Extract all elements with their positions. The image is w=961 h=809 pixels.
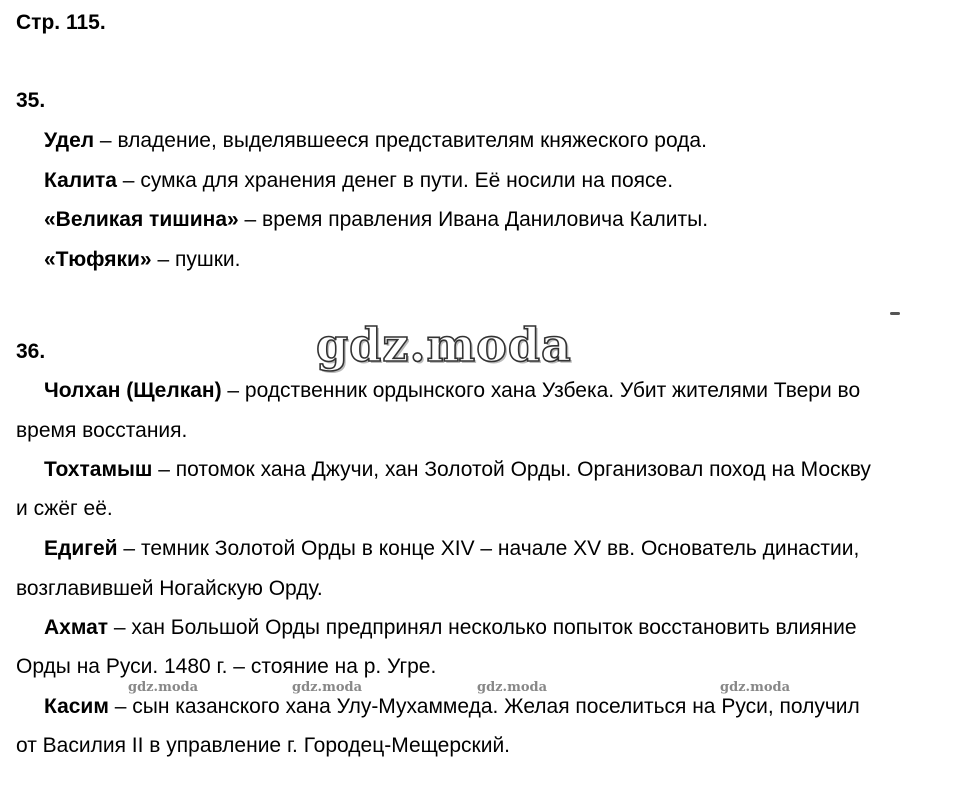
term: Тохтамыш — [44, 458, 153, 481]
definition-edigei-cont: возглавившей Ногайскую Орду. — [16, 577, 323, 600]
definition-text: – родственник ордынского хана Узбека. Убит жителями Твери во — [221, 379, 861, 402]
definition-velikaya-tishina — [44, 207, 708, 233]
page-label: Стр. 115. — [16, 11, 106, 34]
section-number-36: 36. — [16, 340, 46, 363]
definition-akhmat-cont: Орды на Руси. 1480 г. – стояние на р. Угре. — [16, 655, 437, 678]
definition-tyufyaki — [44, 247, 240, 273]
watermark-small: gdz.moda — [292, 680, 363, 695]
definition-text: – сын казанского хана Улу-Мухаммеда. Желая поселиться на Руси, получил — [108, 695, 860, 718]
watermark-logo: gdz.moda — [316, 318, 572, 372]
definition-kasim — [44, 694, 860, 720]
definition-text: – хан Большой Орды предпринял несколько попыток восстановить влияние — [108, 616, 857, 639]
stray-mark — [890, 312, 900, 315]
term: Чолхан (Щелкан) — [44, 379, 222, 402]
watermark-small: gdz.moda — [477, 680, 548, 695]
watermark-small: gdz.moda — [128, 680, 199, 695]
definition-tokhtamysh-cont: и сжёг её. — [16, 497, 113, 520]
definition-kalita — [44, 168, 673, 194]
definition-text: – владение, выделявшееся представителям княжеского рода. — [94, 129, 707, 152]
definition-cholkhan — [44, 378, 860, 404]
term: Калита — [44, 169, 117, 192]
definition-text: – темник Золотой Орды в конце XIV – начале XV вв. Основатель династии, — [117, 537, 860, 560]
definition-tokhtamysh — [44, 457, 871, 483]
definition-kasim-cont: от Василия II в управление г. Городец-Мещерский. — [16, 734, 511, 757]
term: «Тюфяки» — [44, 248, 152, 271]
definition-udel — [44, 128, 707, 154]
definition-text: – потомок хана Джучи, хан Золотой Орды. Организовал поход на Москву — [152, 458, 871, 481]
watermark-small: gdz.moda — [720, 680, 791, 695]
definition-text: – пушки. — [151, 248, 241, 271]
definition-text: – сумка для хранения денег в пути. Её носили на поясе. — [116, 169, 674, 192]
definition-akhmat — [44, 615, 857, 641]
definition-edigei — [44, 536, 859, 562]
section-number-35: 35. — [16, 89, 46, 112]
term: Едигей — [44, 537, 118, 560]
definition-cholkhan-cont: время восстания. — [16, 419, 188, 442]
definition-text: – время правления Ивана Даниловича Калиты. — [238, 208, 709, 231]
term: «Великая тишина» — [44, 208, 239, 231]
term: Удел — [44, 129, 95, 152]
term: Касим — [44, 695, 109, 718]
term: Ахмат — [44, 616, 109, 639]
